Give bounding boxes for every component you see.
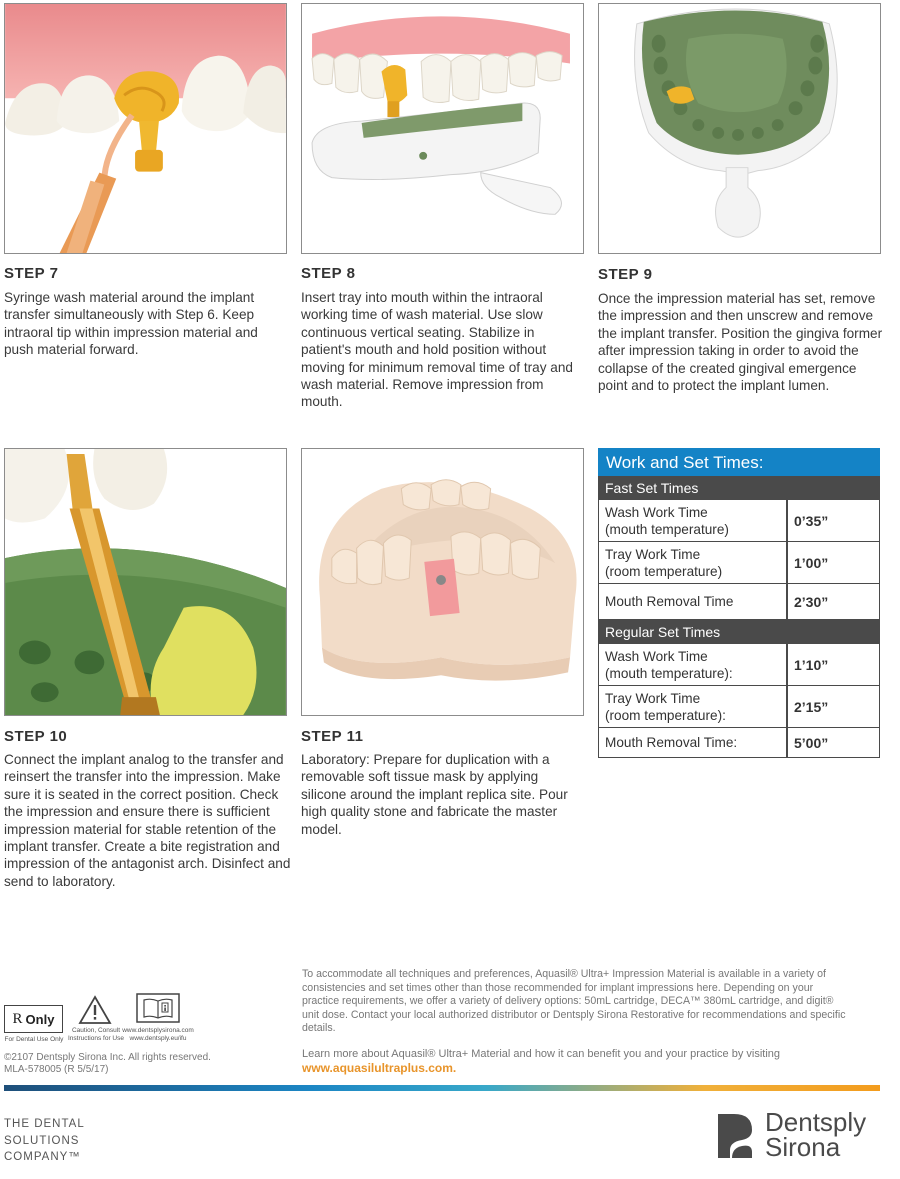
step10-image	[4, 448, 287, 716]
row-label: Mouth Removal Time	[605, 594, 734, 609]
table-row	[598, 500, 880, 542]
row-sublabel: (room temperature)	[605, 563, 723, 579]
tagline-line2: SOLUTIONS	[4, 1134, 80, 1147]
row-value: 5’00”	[794, 734, 829, 751]
row-label: Wash Work Time	[605, 504, 708, 520]
table-row	[598, 728, 880, 758]
rx-caption: For Dental Use Only	[4, 1036, 64, 1043]
ifu-line1: www.dentsplysirona.com	[122, 1027, 194, 1034]
step8-image	[301, 3, 584, 254]
dental-solutions-tagline	[4, 1116, 85, 1166]
step9-text: Once the impression material has set, remove the impression and then unscrew and remove the implant transfer. Position the gingiva former after impression taking in order to avoid the collapse of the created gingival emergence point and to protect the implant lumen.	[598, 291, 883, 394]
step7-image	[4, 3, 287, 254]
table-row	[598, 542, 880, 584]
step11-title: STEP 11	[301, 728, 364, 745]
dentsply-logo-icon	[716, 1112, 754, 1160]
row-label: Wash Work Time	[605, 648, 708, 664]
brand-line2: Sirona	[765, 1132, 841, 1162]
row-sublabel: (room temperature):	[605, 707, 726, 723]
caution-line1: Caution, Consult	[71, 1027, 121, 1034]
row-value: 0’35”	[794, 512, 829, 529]
step7-text: Syringe wash material around the implant transfer simultaneously with Step 6. Keep intraoral tip within impression material and push material forward.	[4, 290, 258, 358]
row-value: 1’00”	[794, 554, 829, 571]
regular-set-label: Regular Set Times	[598, 620, 880, 644]
copyright	[4, 1052, 211, 1075]
tagline-line3: COMPANY™	[4, 1151, 81, 1163]
caution-line2: Instructions for Use	[68, 1035, 124, 1042]
availability-paragraph: To accommodate all techniques and preferences, Aquasil® Ultra+ Impression Material is available in a variety of consistencies and set times other than those recommended for implant impressions here. Depending on your practice requirements, we offer a variety of delivery options: 50mL cartridge, DECA™ 380mL cartridge, and digit® unit dose. Contact your local authorized distributor or Dentsply Sirona Restorative for recommendations and specific details.	[302, 968, 846, 1034]
table-row	[598, 686, 880, 728]
step9-title: STEP 9	[598, 266, 653, 283]
website-link[interactable]: www.aquasilultraplus.com.	[302, 1061, 457, 1075]
syringe-illustration	[5, 4, 286, 253]
row-value: 2’15”	[794, 698, 829, 715]
table-row	[598, 584, 880, 620]
rx-symbol: R	[12, 1010, 23, 1027]
impression-illustration	[599, 4, 880, 253]
row-label: Tray Work Time	[605, 546, 701, 562]
tray-illustration	[302, 4, 583, 253]
caution-icon	[78, 995, 112, 1025]
rx-only-badge	[4, 1005, 63, 1033]
brand-gradient-bar	[4, 1085, 880, 1091]
stone-model-illustration	[302, 449, 583, 715]
step8-title: STEP 8	[301, 265, 356, 282]
mla-code: MLA-578005 (R 5/5/17)	[4, 1063, 109, 1075]
brand-wordmark	[765, 1107, 867, 1162]
ifu-caption	[120, 1027, 196, 1043]
work-set-times-table	[598, 448, 880, 758]
table-row	[598, 644, 880, 686]
step11-image	[301, 448, 584, 716]
fast-set-label: Fast Set Times	[598, 476, 880, 500]
row-label: Mouth Removal Time:	[605, 735, 738, 750]
learn-more-text: Learn more about Aquasil® Ultra+ Material and how it can benefit you and your practice by visiting	[302, 1048, 781, 1060]
row-sublabel: (mouth temperature):	[605, 665, 733, 681]
rx-label: Only	[25, 1011, 55, 1027]
step7-title: STEP 7	[4, 265, 59, 282]
book-icon	[136, 993, 180, 1023]
copyright-line: ©2107 Dentsply Sirona Inc. All rights reserved.	[4, 1052, 211, 1063]
tagline-line1: THE DENTAL	[4, 1118, 85, 1130]
step11-text: Laboratory: Prepare for duplication with a removable soft tissue mask by applying silicone around the implant replica site. Pour high quality stone and fabricate the master model.	[301, 752, 568, 837]
step10-title: STEP 10	[4, 728, 68, 745]
step9-image	[598, 3, 881, 254]
step10-text: Connect the implant analog to the transfer and reinsert the transfer into the impression. Make sure it is seated in the correct position. Check the impression and ensure there is sufficient impression material for stable retention of the implant transfer. Create a bite registration and impression of the antagonist arch. Disinfect and send to laboratory.	[4, 752, 291, 889]
row-sublabel: (mouth temperature)	[605, 521, 729, 537]
brand-line1: Dentsply	[765, 1107, 867, 1137]
step8-text: Insert tray into mouth within the intraoral working time of wash material. Use slow continuous vertical seating. Stabilize in patient's mouth and hold position without moving for minimum removal time of tray and wash material. Remove impression from mouth.	[301, 290, 573, 410]
row-value: 1’10”	[794, 656, 829, 673]
transfer-illustration	[5, 449, 286, 715]
row-value: 2’30”	[794, 593, 829, 610]
row-label: Tray Work Time	[605, 690, 701, 706]
times-header: Work and Set Times:	[598, 448, 880, 476]
caution-caption	[68, 1027, 124, 1043]
ifu-line2: www.dentsply.eu/ifu	[129, 1035, 187, 1042]
